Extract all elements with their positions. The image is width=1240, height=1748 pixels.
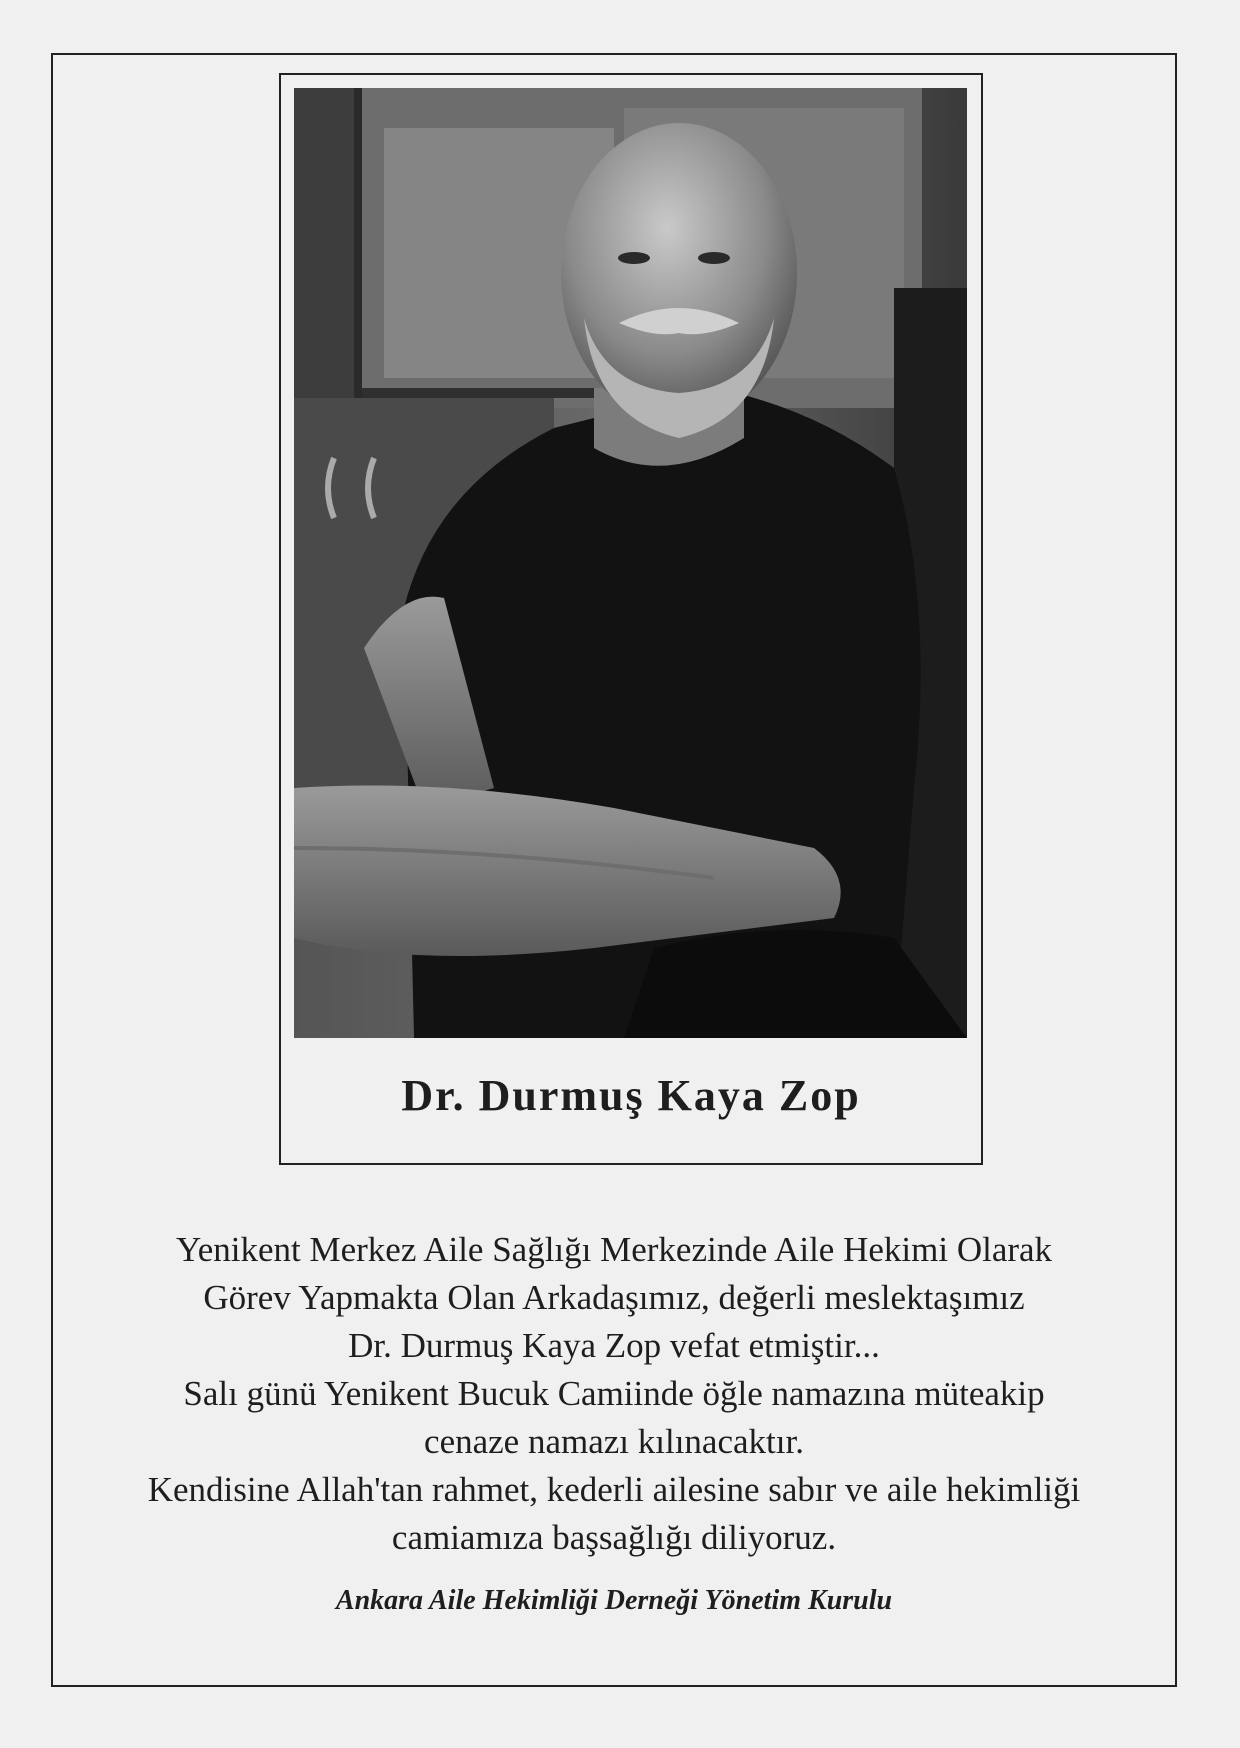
message-line: cenaze namazı kılınacaktır. [424,1422,804,1461]
portrait-photo [294,88,967,1038]
condolence-message [60,1226,1168,1562]
message-line: Dr. Durmuş Kaya Zop vefat etmiştir... [348,1326,880,1365]
deceased-name: Dr. Durmuş Kaya Zop [401,1071,861,1120]
message-line: Salı günü Yenikent Bucuk Camiinde öğle namazına müteakip [183,1374,1045,1413]
message-line: Yenikent Merkez Aile Sağlığı Merkezinde Aile Hekimi Olarak [175,1230,1053,1269]
message-line: Kendisine Allah'tan rahmet, kederli ailesine sabır ve aile hekimliği [147,1470,1081,1509]
portrait-photo-icon [294,88,967,1038]
message-line: camiamıza başsağlığı diliyoruz. [391,1518,837,1557]
signature: Ankara Aile Hekimliği Derneği Yönetim Kurulu [335,1585,893,1616]
message-line: Görev Yapmakta Olan Arkadaşımız, değerli meslektaşımız [203,1278,1025,1317]
